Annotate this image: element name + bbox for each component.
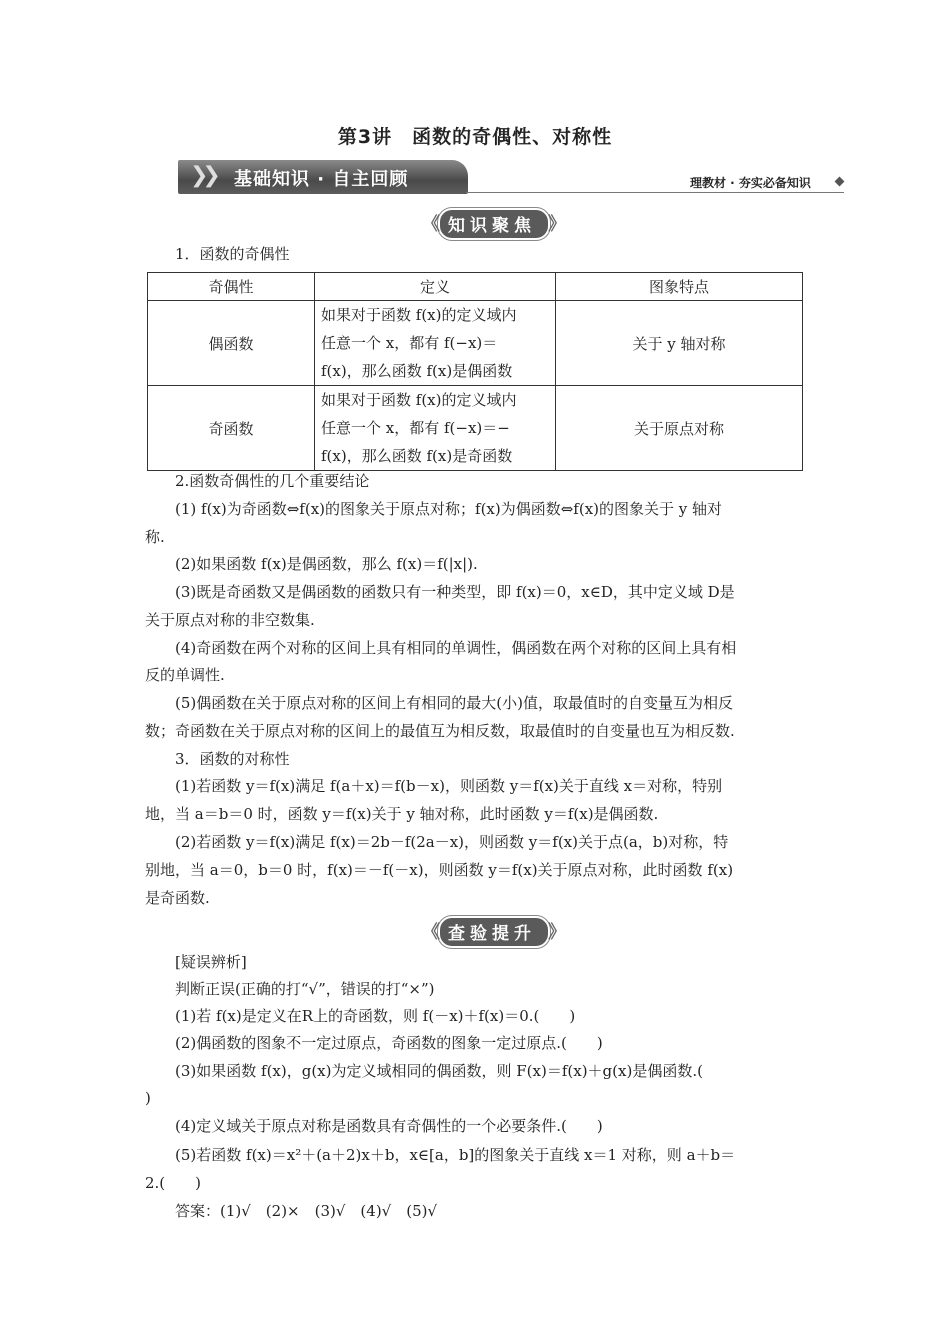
table-row	[148, 301, 803, 386]
left-bracket-icon: 《	[422, 922, 440, 943]
symmetry-line: 是奇函数.	[145, 889, 210, 907]
definition-line: 如果对于函数 f(x)的定义域内	[321, 391, 517, 409]
banner-subtitle: 理教材 · 夯实必备知识	[690, 176, 811, 190]
badge-label: 知识聚焦	[448, 216, 536, 236]
definition-line: 任意一个 x，都有 f(−x)＝−	[321, 419, 510, 437]
table-header-row	[148, 273, 803, 301]
quiz-item: (5)若函数 f(x)＝x²＋(a＋2)x＋b，x∈[a，b]的图象关于直线 x＝1 对称，则 a＋b＝	[175, 1146, 736, 1164]
table-header: 奇偶性	[148, 273, 315, 301]
quiz-item: (3)如果函数 f(x)，g(x)为定义域相同的偶函数，则 F(x)＝f(x)＋g(x)是偶函数.(	[175, 1062, 703, 1080]
quiz-item: (1)若 f(x)是定义在R上的奇函数，则 f(－x)＋f(x)＝0.( )	[175, 1007, 576, 1025]
conclusion-line: (5)偶函数在关于原点对称的区间上有相同的最大(小)值，取最值时的自变量互为相反	[175, 694, 733, 712]
parity-definition	[315, 386, 556, 471]
banner-label: 基础知识 · 自主回顾	[234, 169, 409, 190]
conclusion-line: 关于原点对称的非空数集.	[145, 611, 315, 629]
heading-parity: 1．函数的奇偶性	[175, 245, 290, 263]
definition-line: f(x)，那么函数 f(x)是奇函数	[321, 447, 513, 465]
table-header: 定义	[315, 273, 556, 301]
quiz-item: 2.( )	[145, 1174, 202, 1192]
conclusion-line: (3)既是奇函数又是偶函数的函数只有一种类型，即 f(x)＝0，x∈D，其中定义域 D是	[175, 583, 735, 601]
parity-table	[147, 272, 803, 471]
right-bracket-icon: 》	[548, 214, 566, 235]
heading-symmetry: 3．函数的对称性	[175, 750, 290, 768]
table-row	[148, 386, 803, 471]
heading-conclusions: 2.函数奇偶性的几个重要结论	[175, 472, 370, 490]
conclusion-line: (4)奇函数在两个对称的区间上具有相同的单调性，偶函数在两个对称的区间上具有相	[175, 639, 737, 657]
banner-divider	[466, 192, 844, 193]
section-badge-knowledge	[422, 208, 566, 236]
diamond-icon	[835, 177, 845, 187]
quiz-tag: [疑误辨析]	[175, 953, 247, 971]
badge-label: 查验提升	[448, 924, 536, 944]
conclusion-line: 反的单调性.	[145, 666, 225, 684]
section-banner	[178, 160, 468, 194]
graph-feature: 关于 y 轴对称	[556, 301, 803, 386]
table-header: 图象特点	[556, 273, 803, 301]
quiz-answer: 答案：(1)√ (2)× (3)√ (4)√ (5)√	[175, 1202, 438, 1220]
double-chevron-icon: ❯❯	[190, 163, 215, 188]
definition-line: f(x)，那么函数 f(x)是偶函数	[321, 362, 513, 380]
quiz-item: (2)偶函数的图象不一定过原点，奇函数的图象一定过原点.( )	[175, 1034, 603, 1052]
page-title: 第3讲 函数的奇偶性、对称性	[337, 126, 613, 148]
parity-name: 偶函数	[148, 301, 315, 386]
definition-line: 如果对于函数 f(x)的定义域内	[321, 306, 517, 324]
graph-feature: 关于原点对称	[556, 386, 803, 471]
conclusion-line: (2)如果函数 f(x)是偶函数，那么 f(x)＝f(|x|).	[175, 555, 478, 573]
conclusion-line: 数；奇函数在关于原点对称的区间上的最值互为相反数，取最值时的自变量也互为相反数.	[145, 722, 735, 740]
parity-definition	[315, 301, 556, 386]
quiz-item: )	[145, 1089, 151, 1107]
parity-name: 奇函数	[148, 386, 315, 471]
symmetry-line: (1)若函数 y＝f(x)满足 f(a＋x)＝f(b－x)，则函数 y＝f(x)关于直线 x＝对称，特别	[175, 777, 723, 795]
left-bracket-icon: 《	[422, 214, 440, 235]
section-badge-check	[422, 916, 566, 944]
symmetry-line: (2)若函数 y＝f(x)满足 f(x)＝2b－f(2a－x)，则函数 y＝f(x)关于点(a，b)对称，特	[175, 833, 729, 851]
right-bracket-icon: 》	[548, 922, 566, 943]
conclusion-line: (1) f(x)为奇函数⇔f(x)的图象关于原点对称；f(x)为偶函数⇔f(x)的图象关于 y 轴对	[175, 500, 723, 518]
symmetry-line: 地，当 a＝b＝0 时，函数 y＝f(x)关于 y 轴对称，此时函数 y＝f(x)是偶函数.	[145, 805, 659, 823]
symmetry-line: 别地，当 a＝0，b＝0 时，f(x)＝－f(－x)，则函数 y＝f(x)关于原点对称，此时函数 f(x)	[145, 861, 734, 879]
quiz-item: (4)定义域关于原点对称是函数具有奇偶性的一个必要条件.( )	[175, 1117, 603, 1135]
quiz-instruction: 判断正误(正确的打“√”，错误的打“×”)	[175, 980, 435, 998]
conclusion-line: 称.	[145, 528, 165, 546]
definition-line: 任意一个 x，都有 f(−x)＝	[321, 334, 498, 352]
